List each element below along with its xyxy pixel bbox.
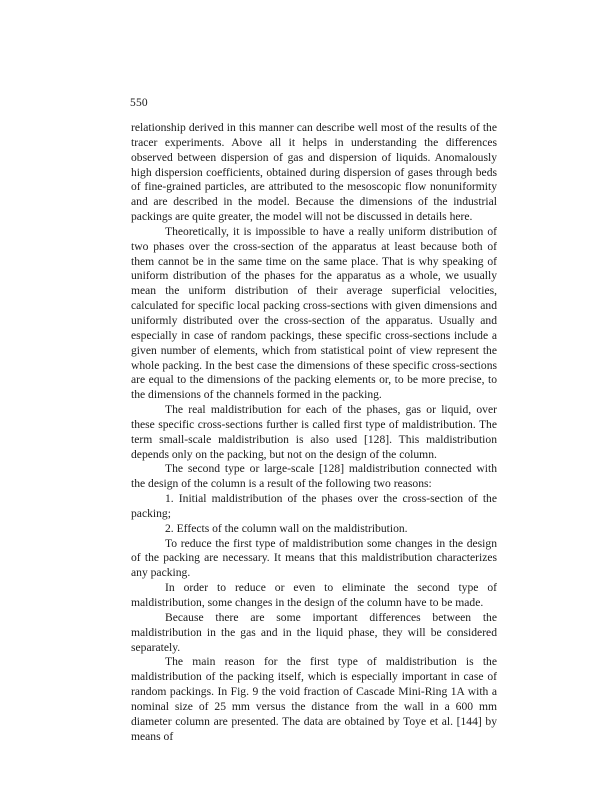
paragraph-6: In order to reduce or even to eliminate the second type of maldistribution, some changes in the design of the column have to be made. (131, 581, 497, 609)
paragraph-8: The main reason for the first type of maldistribution is the maldistribution of the packing itself, which is especially important in case of random packings. In Fig. 9 the void fraction of Cascade Mini-Ring 1A with a nominal size of 25 mm versus the distance from the wall in a 600 mm diameter column are presented. The data are obtained by Toye et al. [144] by means of (131, 655, 497, 743)
body-text (131, 121, 497, 744)
list-item-2: 2. Effects of the column wall on the maldistribution. (165, 521, 408, 535)
page-number: 550 (130, 97, 148, 109)
paragraph-5: To reduce the first type of maldistribution some changes in the design of the packing are necessary. It means that this maldistribution characterizes any packing. (131, 536, 497, 580)
paragraph-3: The real maldistribution for each of the phases, gas or liquid, over these specific cross-sections further is called first type of maldistribution. The term small-scale maldistribution is also used [128]. This maldistribution depends only on the packing, but not on the design of the column. (131, 403, 497, 461)
paragraph-1: relationship derived in this manner can describe well most of the results of the tracer experiments. Above all it helps in understanding the differences observed between dispersion of gas and dispersion of liquids. Anomalously high dispersion coefficients, obtained during dispersion of gases through beds of fine-grained particles, are attributed to the mesoscopic flow nonuniformity and are described in the model. Because the dimensions of the industrial packings are quite greater, the model will not be discussed in details here. (131, 121, 497, 224)
paragraph-4: The second type or large-scale [128] maldistribution connected with the design of the column is a result of the following two reasons: (131, 462, 497, 491)
paragraph-2: Theoretically, it is impossible to have a really uniform distribution of two phases over the cross-section of the apparatus at least because both of them cannot be in the same time on the same place. That is why speaking of uniform distribution of the phases for the apparatus as a whole, we usually mean the uniform distribution of their average superficial velocities, calculated for specific local packing cross-sections with given dimensions and uniformly distributed over the cross-section of the apparatus. Usually and especially in case of random packings, these specific cross-sections include a given number of elements, which from statistical point of view represent the whole packing. In the best case the dimensions of these specific cross-sections are equal to the dimensions of the packing elements or, to be more precise, to the dimensions of the channels formed in the packing. (131, 224, 497, 402)
paragraph-7: Because there are some important differences between the maldistribution in the gas and in the liquid phase, they will be considered separately. (131, 610, 497, 654)
list-item-1: 1. Initial maldistribution of the phases over the cross-section of the packing; (131, 492, 497, 520)
